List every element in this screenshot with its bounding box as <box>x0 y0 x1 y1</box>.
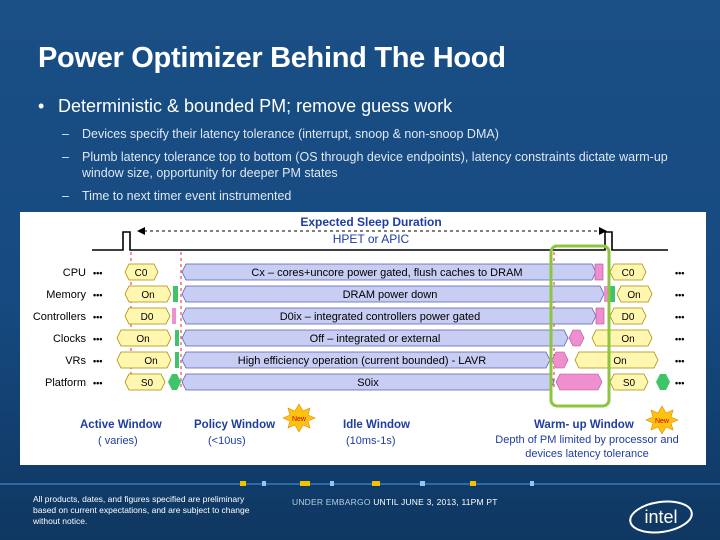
decorative-strip <box>0 480 720 488</box>
sub-bullet-text: Plumb latency tolerance top to bottom (OS through device endpoints), latency constraints dictate warm-up window size, opportunity for deeper PM states <box>82 150 668 180</box>
ellipsis: ••• <box>93 356 103 366</box>
green-transition <box>175 352 179 368</box>
state-vrs-start-label: On <box>144 356 158 367</box>
green-transition <box>656 374 670 390</box>
logo-wordmark: intel <box>644 507 678 527</box>
intel-logo <box>626 496 696 536</box>
main-bullet <box>38 96 452 117</box>
expected-sleep-duration-label: Expected Sleep Duration <box>300 215 442 229</box>
idle-window-label: Idle Window <box>343 419 410 431</box>
pink-transition <box>596 308 604 324</box>
state-clocks-start-label: On <box>136 334 150 345</box>
pink-transition <box>556 374 602 390</box>
state-vrs-end-label: On <box>613 356 627 367</box>
row-label-cpu: CPU <box>62 267 86 279</box>
strip-block <box>300 481 310 486</box>
dash-marker: – <box>62 189 69 203</box>
hpet-apic-label: HPET or APIC <box>332 232 410 246</box>
ellipsis: ••• <box>675 268 685 278</box>
ellipsis: ••• <box>93 334 103 344</box>
row-label-clocks: Clocks <box>52 333 86 345</box>
state-controllers-end-label: D0 <box>621 312 635 323</box>
state-platform-start-label: S0 <box>140 378 154 389</box>
sub-bullet-text: Time to next timer event instrumented <box>82 189 292 203</box>
strip-block <box>420 481 425 486</box>
pink-transition <box>595 264 603 280</box>
dash-marker: – <box>62 150 69 164</box>
bullet-marker: • <box>38 96 45 116</box>
strip-block <box>330 481 334 486</box>
embargo-date: UNTIL JUNE 3, 2013, 11PM PT <box>373 497 498 507</box>
slide-title: Power Optimizer Behind The Hood <box>38 42 506 74</box>
dash-marker: – <box>62 127 69 141</box>
row-label-vrs: VRs <box>65 355 86 367</box>
footer-embargo <box>292 497 498 507</box>
new-badge-label: New <box>654 418 670 425</box>
row-label-controllers: Controllers <box>32 311 86 323</box>
row-label-platform: Platform <box>45 377 86 389</box>
green-transition <box>168 374 181 390</box>
warm-up-note-line-2: devices latency tolerance <box>525 448 649 460</box>
bar-clocks-label: Off – integrated or external <box>309 333 441 345</box>
ellipsis: ••• <box>93 378 103 388</box>
strip-block <box>240 481 246 486</box>
policy-window-detail: (<10us) <box>208 435 246 447</box>
bar-platform-label: S0ix <box>357 377 379 389</box>
ellipsis: ••• <box>93 268 103 278</box>
footer-disclaimer: All products, dates, and figures specified are preliminary based on current expectations, and are subject to change without notice. <box>33 494 250 526</box>
ellipsis: ••• <box>93 312 103 322</box>
green-transition <box>610 286 615 302</box>
strip-line <box>0 483 720 485</box>
ellipsis: ••• <box>675 378 685 388</box>
state-controllers-start-label: D0 <box>140 312 154 323</box>
pink-transition <box>569 330 584 346</box>
active-window-label: Active Window <box>80 419 162 431</box>
green-transition <box>175 330 179 346</box>
bar-controllers-label: D0ix – integrated controllers power gated <box>279 311 481 323</box>
state-cpu-start-label: C0 <box>134 268 148 279</box>
strip-block <box>372 481 380 486</box>
pink-transition <box>172 308 176 324</box>
ellipsis: ••• <box>675 312 685 322</box>
ellipsis: ••• <box>675 356 685 366</box>
row-label-memory: Memory <box>46 289 86 301</box>
strip-block <box>262 481 266 486</box>
strip-block <box>470 481 476 486</box>
active-window-detail: ( varies) <box>98 435 138 447</box>
policy-window-label: Policy Window <box>194 419 276 431</box>
warm-up-window-label: Warm- up Window <box>534 419 634 431</box>
timing-diagram <box>20 212 706 465</box>
bar-vrs-label: High efficiency operation (current bounded) - LAVR <box>237 355 487 367</box>
idle-window-detail: (10ms-1s) <box>346 435 396 447</box>
state-memory-start-label: On <box>141 290 155 301</box>
main-bullet-text: Deterministic & bounded PM; remove guess work <box>58 96 453 116</box>
state-memory-end-label: On <box>627 290 641 301</box>
timing-diagram-panel <box>20 212 706 465</box>
sub-bullet-text: Devices specify their latency tolerance (interrupt, snoop & non-snoop DMA) <box>82 127 499 141</box>
ellipsis: ••• <box>675 334 685 344</box>
strip-block <box>530 481 534 486</box>
state-cpu-end-label: C0 <box>621 268 635 279</box>
pink-transition <box>604 286 608 302</box>
new-badge-label: New <box>291 416 307 423</box>
ellipsis: ••• <box>675 290 685 300</box>
green-transition <box>173 286 178 302</box>
bar-cpu-label: Cx – cores+uncore power gated, flush caches to DRAM <box>251 267 523 279</box>
warm-up-note-line-1: Depth of PM limited by processor and <box>495 434 679 446</box>
bar-memory-label: DRAM power down <box>342 289 438 301</box>
ellipsis: ••• <box>93 290 103 300</box>
embargo-prefix: UNDER EMBARGO <box>292 497 371 507</box>
state-platform-end-label: S0 <box>622 378 636 389</box>
state-clocks-end-label: On <box>621 334 635 345</box>
